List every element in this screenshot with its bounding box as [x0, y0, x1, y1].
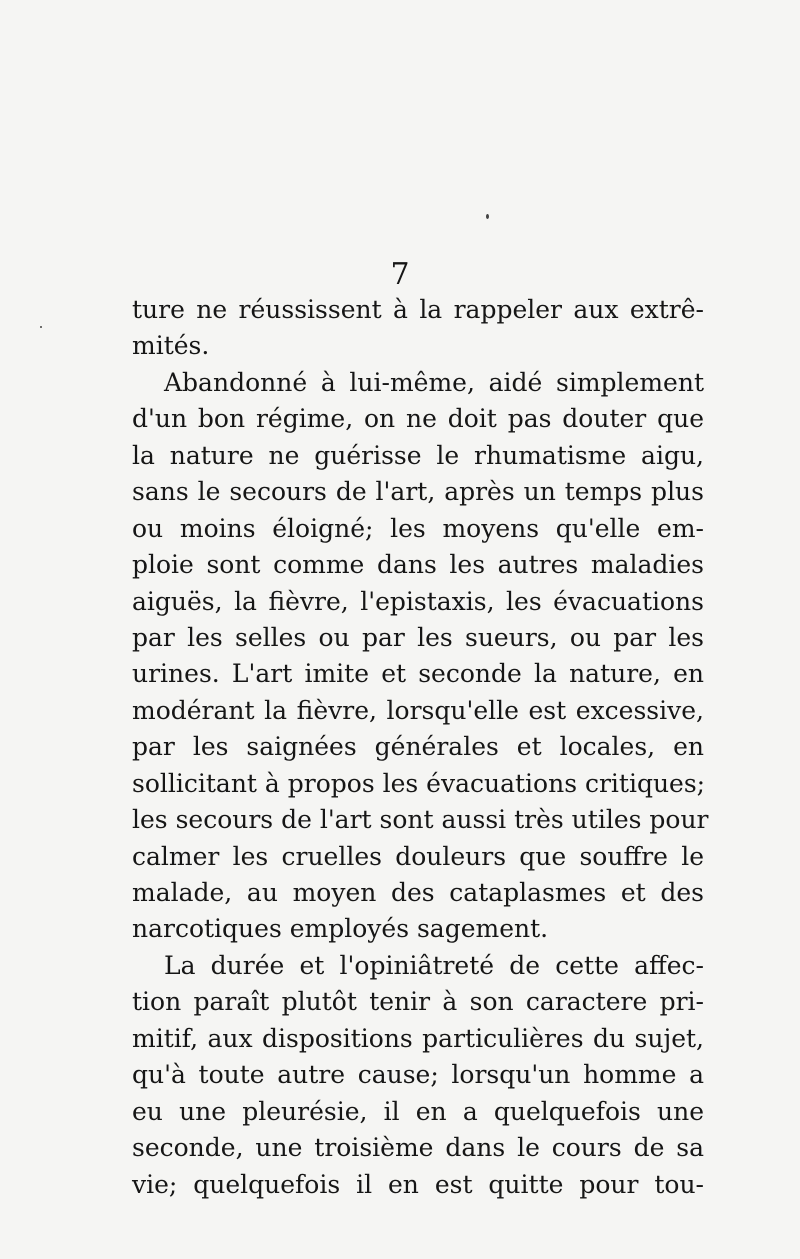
text-line: ture ne réussissent à la rappeler aux extrê- — [132, 295, 704, 324]
text-line: sollicitant à propos les évacuations critiques; — [132, 768, 706, 798]
text-line: tion paraît plutôt tenir à son caractere pri- — [132, 987, 704, 1017]
text-line: narcotiques employés sagement. — [132, 914, 549, 944]
text-line: par les selles ou par les sueurs, ou par les — [132, 622, 704, 652]
text-line: qu'à toute autre cause; lorsqu'un homme a — [132, 1060, 704, 1090]
body-text — [132, 292, 709, 1203]
text-line: ploie sont comme dans les autres maladies — [132, 550, 704, 580]
text-line: eu une pleurésie, il en a quelquefois une — [132, 1096, 704, 1126]
text-line: mités. — [132, 331, 210, 361]
text-line: urines. L'art imite et seconde la nature, en — [132, 659, 704, 689]
text-line: mitif, aux dispositions particulières du sujet, — [132, 1023, 704, 1053]
text-line: par les saignées générales et locales, en — [132, 732, 704, 762]
text-line: La durée et l'opiniâtreté de cette affec- — [164, 950, 704, 980]
text-line: Abandonné à lui-même, aidé simplement — [164, 367, 704, 397]
text-line: la nature ne guérisse le rhumatisme aigu, — [132, 440, 704, 470]
text-line: modérant la fièvre, lorsqu'elle est excessive, — [132, 695, 704, 725]
ink-speck — [486, 214, 489, 219]
ink-speck — [40, 326, 42, 328]
text-line: d'un bon régime, on ne doit pas douter que — [132, 404, 704, 434]
text-line: seconde, une troisième dans le cours de sa — [132, 1133, 704, 1163]
text-line: calmer les cruelles douleurs que souffre le — [132, 841, 704, 871]
text-line: aiguës, la fièvre, l'epistaxis, les évacuations — [132, 586, 704, 616]
text-line: les secours de l'art sont aussi très utiles pour — [132, 805, 709, 835]
text-line: malade, au moyen des cataplasmes et des — [132, 878, 704, 907]
page-number: 7 — [390, 257, 410, 292]
text-line: sans le secours de l'art, après un temps plus — [132, 477, 704, 507]
text-line: ou moins éloigné; les moyens qu'elle em- — [132, 513, 704, 543]
text-line: vie; quelquefois il en est quitte pour tou- — [132, 1169, 704, 1199]
